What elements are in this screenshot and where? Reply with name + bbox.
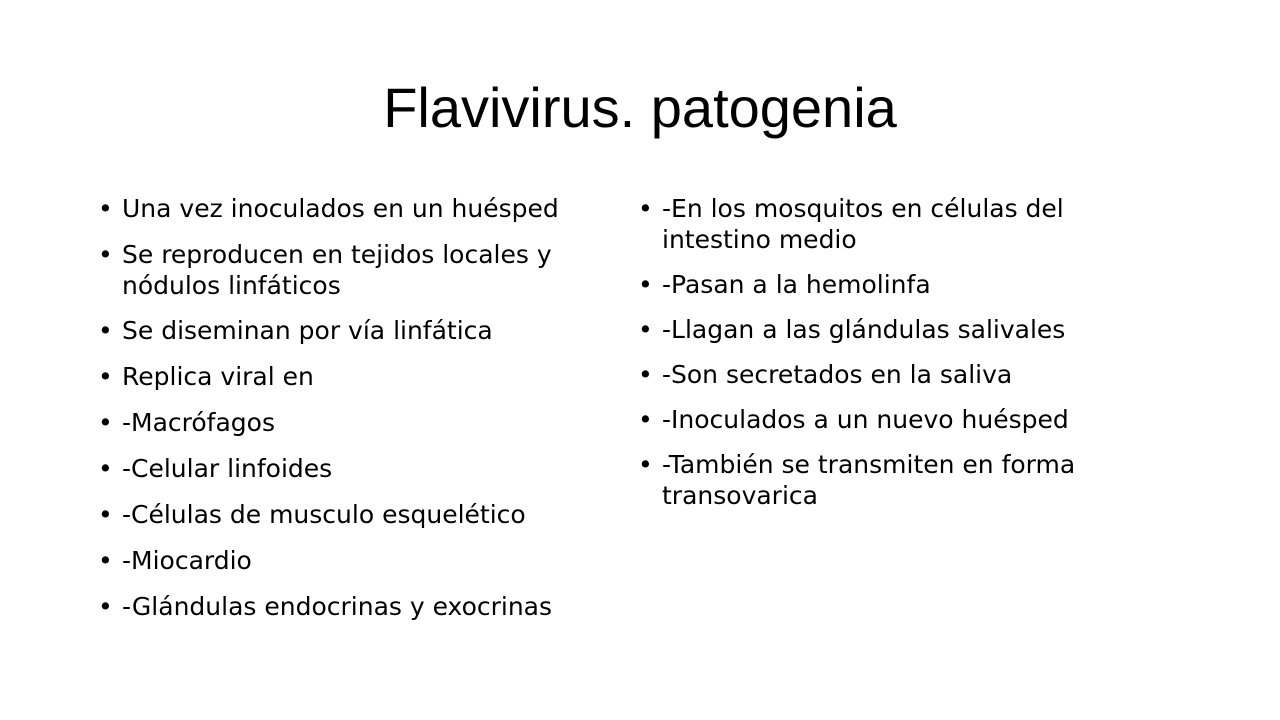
- right-bullet-list: [638, 193, 1158, 525]
- slide-title: Flavivirus. patogenia: [383, 76, 897, 139]
- bullet-item: • -Son secretados en la saliva: [638, 359, 1158, 390]
- bullet-item: • -En los mosquitos en células del intestino medio: [638, 193, 1158, 255]
- bullet-item: • -Miocardio: [98, 545, 618, 576]
- bullet-item: • -Glándulas endocrinas y exocrinas: [98, 591, 618, 622]
- bullet-item: • -Llagan a las glándulas salivales: [638, 314, 1158, 345]
- bullet-item: • -Celular linfoides: [98, 453, 618, 484]
- bullet-item: • -También se transmiten en forma transovarica: [638, 449, 1158, 511]
- left-bullet-list: [98, 193, 618, 637]
- bullet-item: • -Pasan a la hemolinfa: [638, 269, 1158, 300]
- bullet-item: • -Células de musculo esquelético: [98, 499, 618, 530]
- bullet-item: • Una vez inoculados en un huésped: [98, 193, 618, 224]
- bullet-item: • Replica viral en: [98, 361, 618, 392]
- bullet-item: • Se diseminan por vía linfática: [98, 315, 618, 346]
- bullet-item: • -Inoculados a un nuevo huésped: [638, 404, 1158, 435]
- bullet-item: • -Macrófagos: [98, 407, 618, 438]
- bullet-item: • Se reproducen en tejidos locales y nódulos linfáticos: [98, 239, 618, 301]
